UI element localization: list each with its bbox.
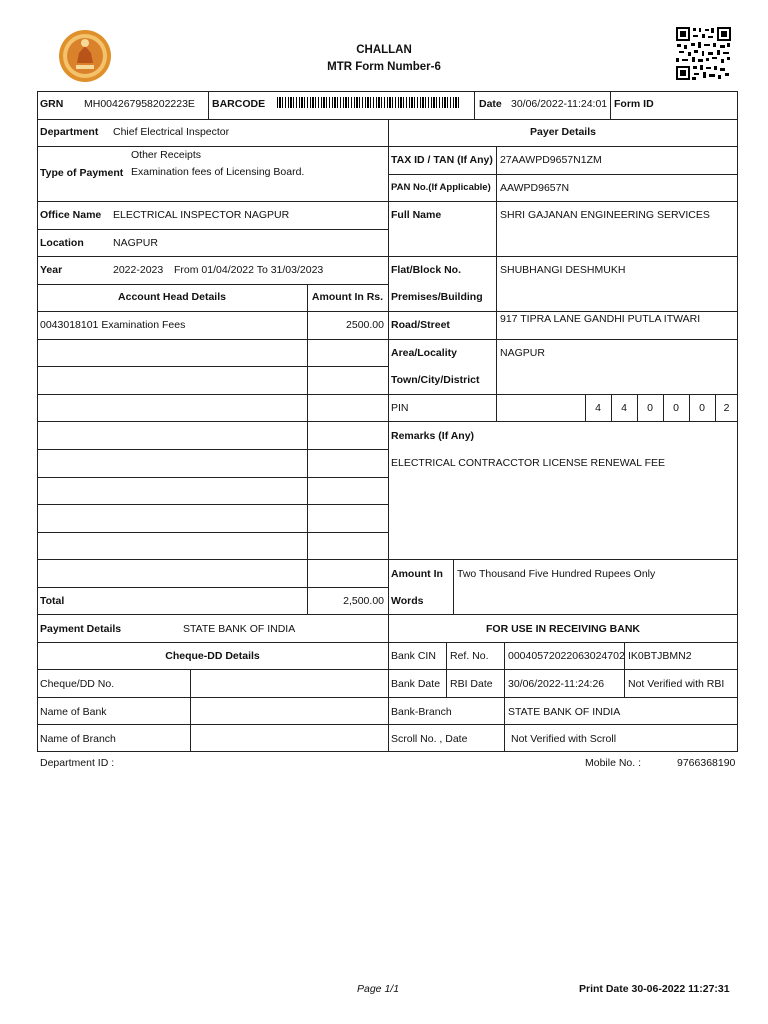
tax-id-value: 27AAWPD9657N1ZM [500, 154, 602, 166]
flat-block-label: Flat/Block No. [391, 264, 462, 276]
remarks-label: Remarks (If Any) [391, 430, 475, 442]
grn-value: MH004267958202223E [84, 98, 195, 110]
mobile-label: Mobile No. : [585, 757, 642, 769]
date-label: Date [479, 98, 502, 110]
year-period: From 01/04/2022 To 31/03/2023 [174, 264, 324, 276]
print-date: Print Date 30-06-2022 11:27:31 [579, 983, 730, 995]
flat-block-value: SHUBHANGI DESHMUKH [500, 264, 626, 276]
document-subtitle: MTR Form Number-6 [327, 61, 441, 73]
pin-digit: 2 [723, 402, 730, 414]
scroll-no-value: Not Verified with Scroll [511, 733, 617, 745]
date-value: 30/06/2022-11:24:01 [511, 98, 608, 110]
scroll-no-label: Scroll No. , Date [391, 733, 468, 745]
location-value: NAGPUR [113, 237, 158, 249]
pin-digit: 4 [595, 402, 601, 414]
total-value: 2,500.00 [343, 595, 384, 607]
ref-no-label: Ref. No. [450, 650, 489, 662]
form-id-label: Form ID [614, 98, 654, 110]
type-of-payment-value-1: Other Receipts [131, 149, 202, 161]
pin-digit: 0 [673, 402, 679, 414]
year-label: Year [40, 264, 63, 276]
bank-date-value: 30/06/2022-11:24:26 [508, 678, 605, 690]
account-row-head: 0043018101 Examination Fees [40, 319, 186, 331]
payment-details-value: STATE BANK OF INDIA [183, 623, 296, 635]
bank-cin-value: 00040572022063024702 [508, 650, 625, 662]
pin-digit: 0 [699, 402, 705, 414]
department-value: Chief Electrical Inspector [113, 126, 230, 138]
pin-digit: 4 [621, 402, 627, 414]
bank-cin-label: Bank CIN [391, 650, 436, 662]
type-of-payment-label: Type of Payment [40, 167, 124, 179]
department-id-label: Department ID : [40, 757, 115, 769]
town-city-label: Town/City/District [391, 374, 480, 386]
total-label: Total [40, 595, 65, 607]
office-name-label: Office Name [40, 209, 102, 221]
mobile-value: 9766368190 [677, 757, 736, 769]
bank-date-label: Bank Date [391, 678, 441, 690]
rbi-status-value: Not Verified with RBI [628, 678, 725, 690]
office-name-value: ELECTRICAL INSPECTOR NAGPUR [113, 209, 290, 221]
cheque-dd-no-label: Cheque/DD No. [40, 678, 115, 690]
payment-details-label: Payment Details [40, 623, 122, 635]
full-name-value: SHRI GAJANAN ENGINEERING SERVICES [500, 209, 710, 221]
bank-branch-label: Bank-Branch [391, 706, 452, 718]
rbi-date-label: RBI Date [450, 678, 493, 690]
barcode [277, 97, 461, 108]
state-emblem-icon [58, 29, 112, 83]
road-street-label: Road/Street [391, 319, 450, 331]
account-head-header: Account Head Details [118, 291, 226, 303]
payer-details-header: Payer Details [530, 126, 596, 138]
ref-no-value: IK0BTJBMN2 [628, 650, 692, 662]
grn-label: GRN [40, 98, 64, 110]
amount-in-words: Two Thousand Five Hundred Rupees Only [457, 568, 656, 580]
premises-label: Premises/Building [391, 291, 483, 303]
name-of-bank-label: Name of Bank [40, 706, 107, 718]
account-row-amount: 2500.00 [346, 319, 384, 331]
page-number: Page 1/1 [357, 983, 400, 995]
cheque-dd-header: Cheque-DD Details [165, 650, 260, 662]
pan-value: AAWPD9657N [500, 182, 570, 194]
pin-label: PIN [391, 402, 409, 414]
barcode-label: BARCODE [212, 98, 266, 110]
pan-label: PAN No.(If Applicable) [391, 182, 491, 193]
area-locality-label: Area/Locality [391, 347, 457, 359]
full-name-label: Full Name [391, 209, 442, 221]
amount-in-label: Amount In [391, 568, 443, 580]
area-locality-value: NAGPUR [500, 347, 545, 359]
remarks-value: ELECTRICAL CONTRACCTOR LICENSE RENEWAL FEE [391, 457, 666, 469]
bank-branch-value: STATE BANK OF INDIA [508, 706, 621, 718]
location-label: Location [40, 237, 84, 249]
amount-header: Amount In Rs. [311, 291, 384, 303]
year-value: 2022-2023 [113, 264, 164, 276]
document-title: CHALLAN [356, 44, 412, 56]
receiving-bank-header: FOR USE IN RECEIVING BANK [485, 623, 640, 635]
road-street-value: 917 TIPRA LANE GANDHI PUTLA ITWARI [500, 313, 701, 325]
type-of-payment-value-2: Examination fees of Licensing Board. [131, 166, 305, 178]
tax-id-label: TAX ID / TAN (If Any) [391, 154, 493, 166]
department-label: Department [40, 126, 99, 138]
words-label: Words [391, 595, 424, 607]
pin-digit: 0 [647, 402, 653, 414]
name-of-branch-label: Name of Branch [40, 733, 116, 745]
